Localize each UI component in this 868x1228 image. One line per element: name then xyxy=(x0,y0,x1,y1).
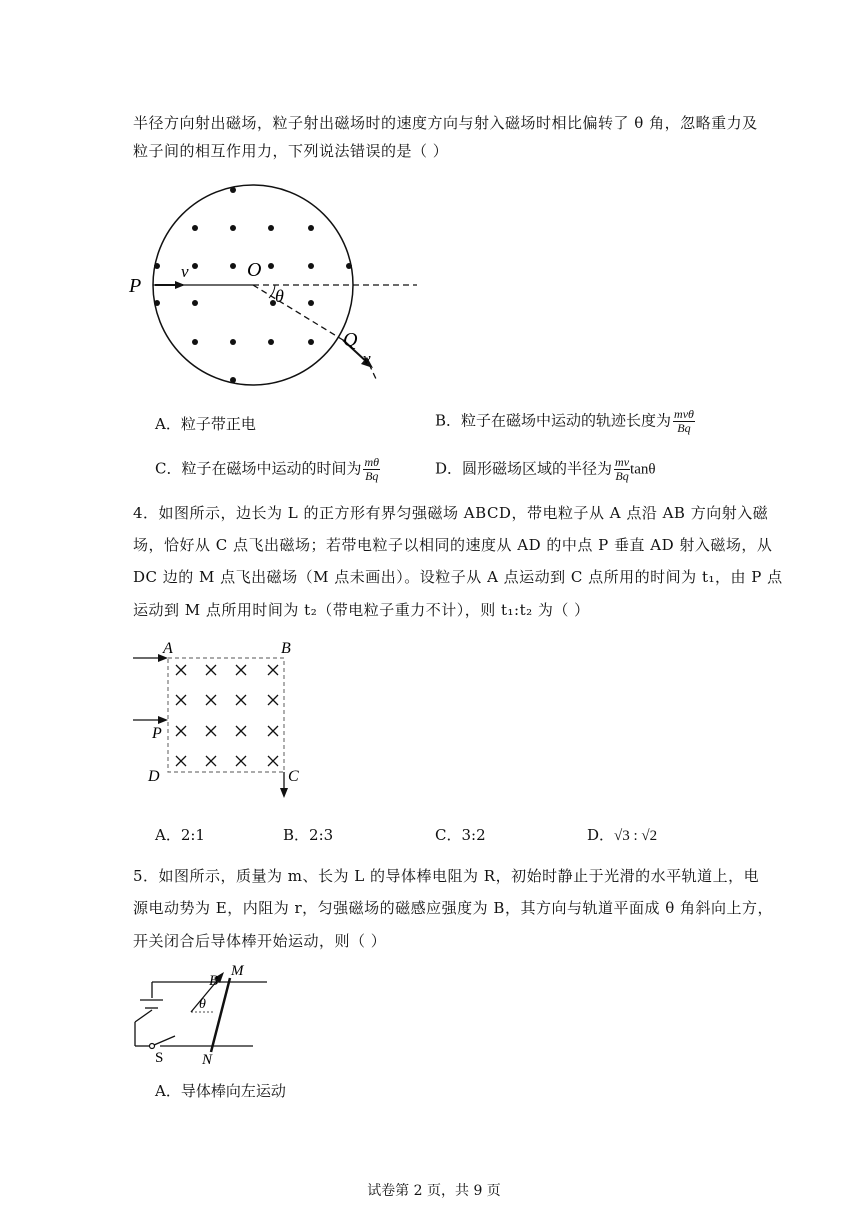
label-v-out: v xyxy=(363,349,371,368)
q4-option-c: C．3:2 xyxy=(435,826,486,844)
q5-rail-circuit-figure xyxy=(125,958,285,1068)
field-crosses xyxy=(176,665,278,766)
label-B: B xyxy=(281,640,291,657)
page-footer: 试卷第 2 页，共 9 页 xyxy=(367,1183,501,1199)
label-P: P xyxy=(129,275,142,297)
q3-option-b: B．粒子在磁场中运动的轨迹长度为 $\frac{\text{mvθ}}{Bq}$ xyxy=(435,407,694,435)
label-A: A xyxy=(163,640,173,657)
label-M: M xyxy=(231,963,244,979)
q4-stem-line4: 运动到 M 点所用时间为 t₂（带电粒子重力不计），则 t₁:t₂ 为（ ） xyxy=(133,601,590,619)
label-C: C xyxy=(288,768,299,785)
q4-stem-line2: 场，恰好从 C 点飞出磁场；若带电粒子以相同的速度从 AD 的中点 P 垂直 AD 射入磁场，从 xyxy=(133,536,773,554)
q4-option-a: A．2:1 xyxy=(155,826,205,844)
q4-stem-line1: 4．如图所示，边长为 L 的正方形有界匀强磁场 ABCD，带电粒子从 A 点沿 AB 方向射入磁 xyxy=(133,504,769,522)
q5-stem-line1: 5．如图所示，质量为 m、长为 L 的导体棒电阻为 R，初始时静止于光滑的水平轨道上，电 xyxy=(133,867,760,885)
q3-option-a: A．粒子带正电 xyxy=(155,415,256,433)
label-P: P xyxy=(152,725,162,742)
label-Q: Q xyxy=(343,329,358,351)
label-theta: θ xyxy=(275,286,284,306)
q5-stem-line3: 开关闭合后导体棒开始运动，则（ ） xyxy=(133,932,387,950)
q4-stem-line3: DC 边的 M 点飞出磁场（M 点未画出）。设粒子从 A 点运动到 C 点所用的时间为 t₁，由 P 点 xyxy=(133,568,783,586)
q5-option-a: A．导体棒向左运动 xyxy=(155,1082,286,1100)
switch-blade xyxy=(154,1036,175,1045)
label-theta: θ xyxy=(199,997,206,1012)
q3-stem-line1: 半径方向射出磁场，粒子射出磁场时的速度方向与射入磁场时相比偏转了 θ 角，忽略重力及 xyxy=(133,114,758,132)
label-B: B xyxy=(209,973,219,989)
label-N: N xyxy=(202,1052,213,1068)
label-v-in: v xyxy=(181,262,189,281)
q3-circle-field-figure xyxy=(125,178,425,393)
q4-square-field-figure xyxy=(125,638,315,808)
exit-dashed-line xyxy=(253,285,343,340)
q3-option-c: C．粒子在磁场中运动的时间为 $\frac{m\theta}{Bq}$ xyxy=(155,455,380,483)
q3-option-d: D．圆形磁场区域的半径为 $\frac{mv}{Bq}$ tanθ xyxy=(435,455,656,483)
q4-option-b: B．2:3 xyxy=(283,826,334,844)
q3-stem-line2: 粒子间的相互作用力，下列说法错误的是（ ） xyxy=(133,142,449,160)
conductor-rod-MN xyxy=(211,978,230,1052)
label-O: O xyxy=(247,259,262,281)
switch-pivot xyxy=(150,1044,155,1049)
label-S: S xyxy=(155,1050,164,1066)
label-D: D xyxy=(148,768,160,785)
q4-option-d: D．√3 : √2 xyxy=(587,826,658,844)
q5-stem-line2: 源电动势为 E，内阻为 r，匀强磁场的磁感应强度为 B，其方向与轨道平面成 θ 角斜向上方， xyxy=(133,899,774,917)
